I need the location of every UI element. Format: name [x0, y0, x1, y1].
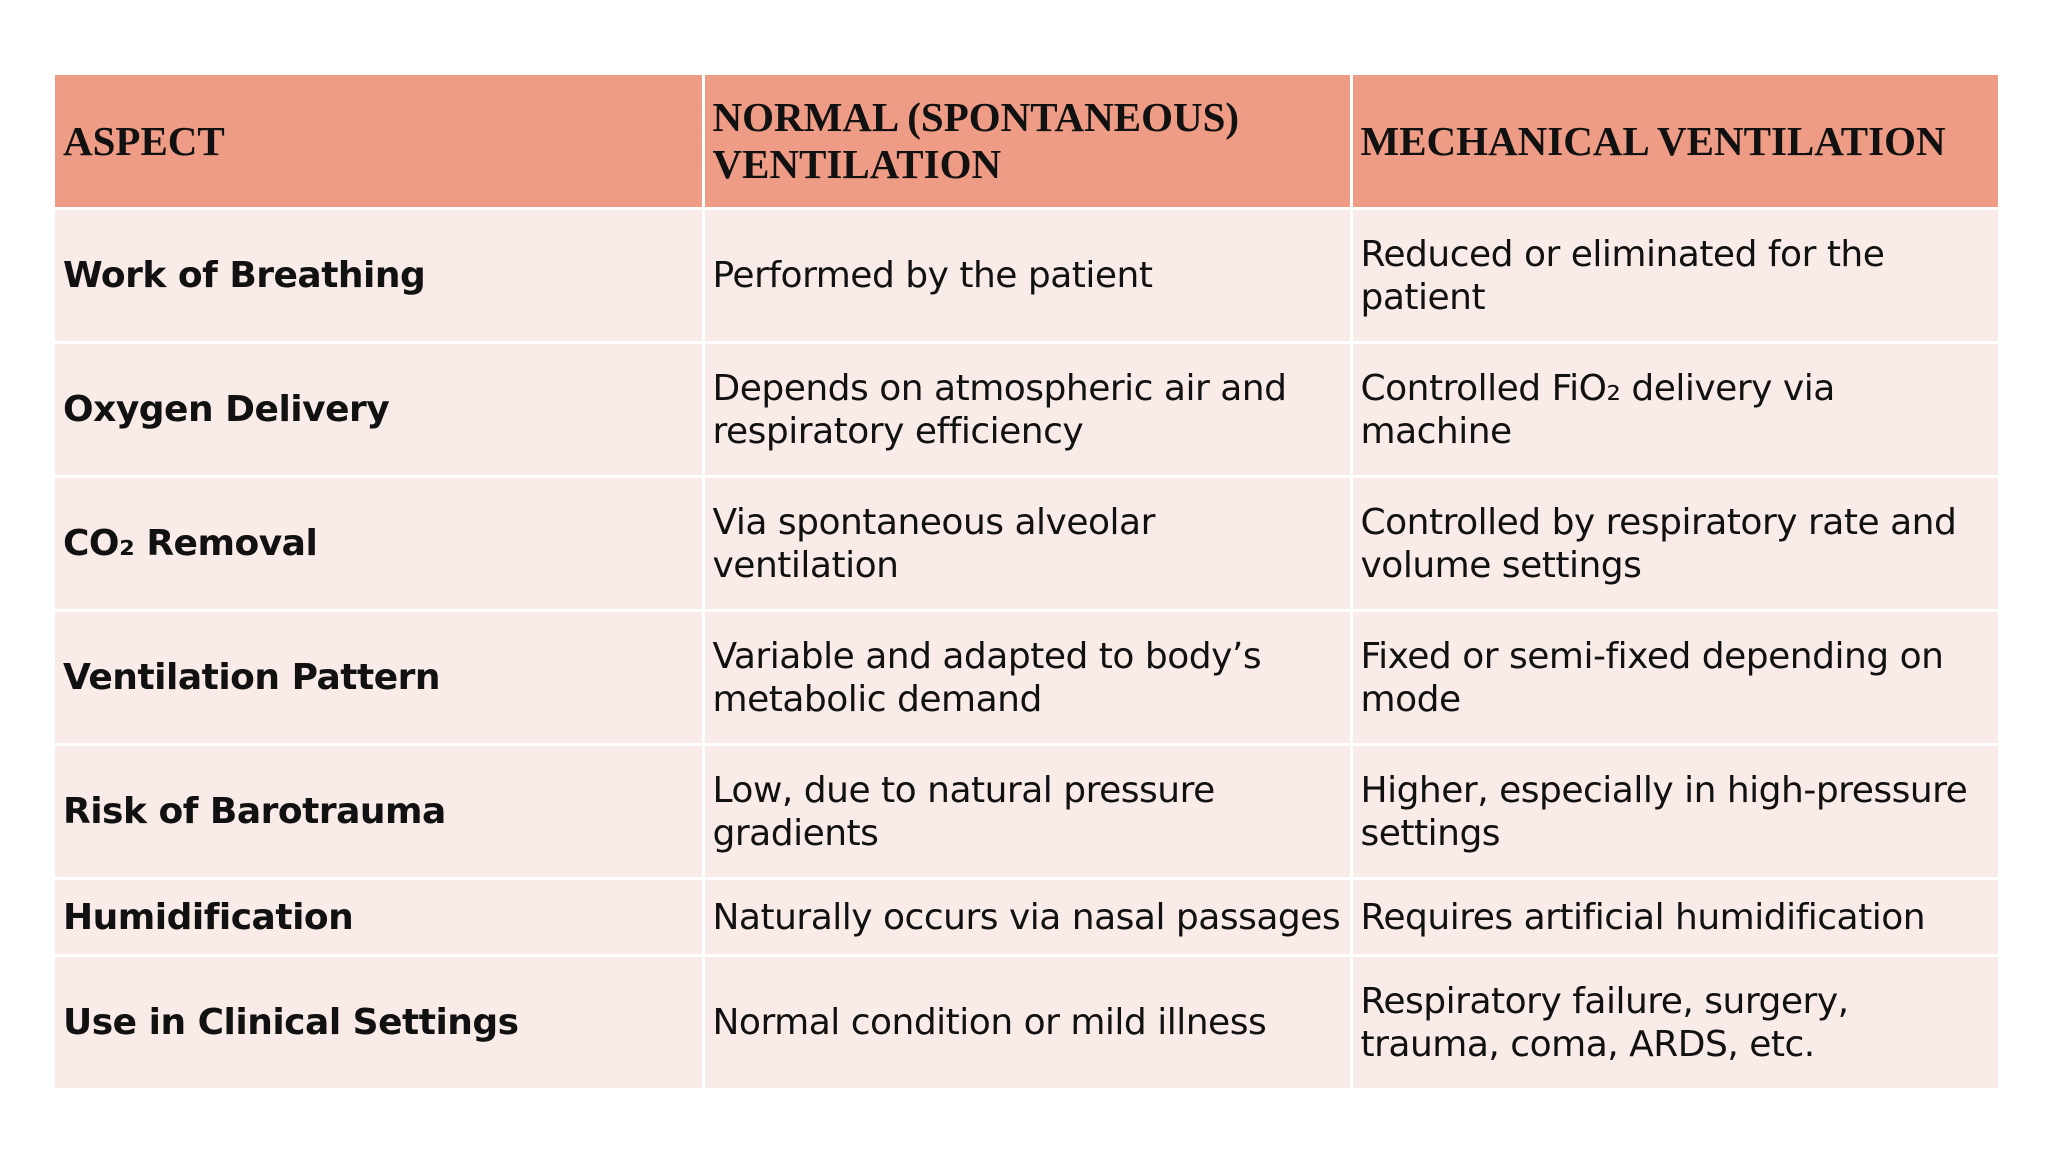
header-normal-ventilation: NORMAL (SPONTANEOUS) VENTILATION	[703, 75, 1351, 209]
table-row	[55, 477, 1998, 611]
normal-cell: Normal condition or mild illness	[703, 956, 1351, 1089]
table-row	[55, 209, 1998, 343]
normal-cell: Performed by the patient	[703, 209, 1351, 343]
normal-cell: Depends on atmospheric air and respiratory efficiency	[703, 343, 1351, 477]
table-row	[55, 343, 1998, 477]
table-row	[55, 611, 1998, 745]
mechanical-cell: Requires artificial humidification	[1351, 879, 1998, 956]
normal-cell: Naturally occurs via nasal passages	[703, 879, 1351, 956]
mechanical-cell: Fixed or semi-fixed depending on mode	[1351, 611, 1998, 745]
normal-cell: Variable and adapted to body’s metabolic demand	[703, 611, 1351, 745]
header-aspect: ASPECT	[55, 75, 703, 209]
mechanical-cell: Respiratory failure, surgery, trauma, coma, ARDS, etc.	[1351, 956, 1998, 1089]
table-row	[55, 956, 1998, 1089]
comparison-table	[55, 75, 1998, 1088]
normal-cell: Low, due to natural pressure gradients	[703, 745, 1351, 879]
mechanical-cell: Controlled by respiratory rate and volume settings	[1351, 477, 1998, 611]
table-row	[55, 879, 1998, 956]
table-header-row	[55, 75, 1998, 209]
header-mechanical-ventilation: MECHANICAL VENTILATION	[1351, 75, 1998, 209]
aspect-cell: CO₂ Removal	[55, 477, 703, 611]
mechanical-cell: Controlled FiO₂ delivery via machine	[1351, 343, 1998, 477]
mechanical-cell: Reduced or eliminated for the patient	[1351, 209, 1998, 343]
table-row	[55, 745, 1998, 879]
mechanical-cell: Higher, especially in high-pressure settings	[1351, 745, 1998, 879]
aspect-cell: Risk of Barotrauma	[55, 745, 703, 879]
aspect-cell: Ventilation Pattern	[55, 611, 703, 745]
aspect-cell: Humidification	[55, 879, 703, 956]
normal-cell: Via spontaneous alveolar ventilation	[703, 477, 1351, 611]
aspect-cell: Oxygen Delivery	[55, 343, 703, 477]
aspect-cell: Work of Breathing	[55, 209, 703, 343]
aspect-cell: Use in Clinical Settings	[55, 956, 703, 1089]
